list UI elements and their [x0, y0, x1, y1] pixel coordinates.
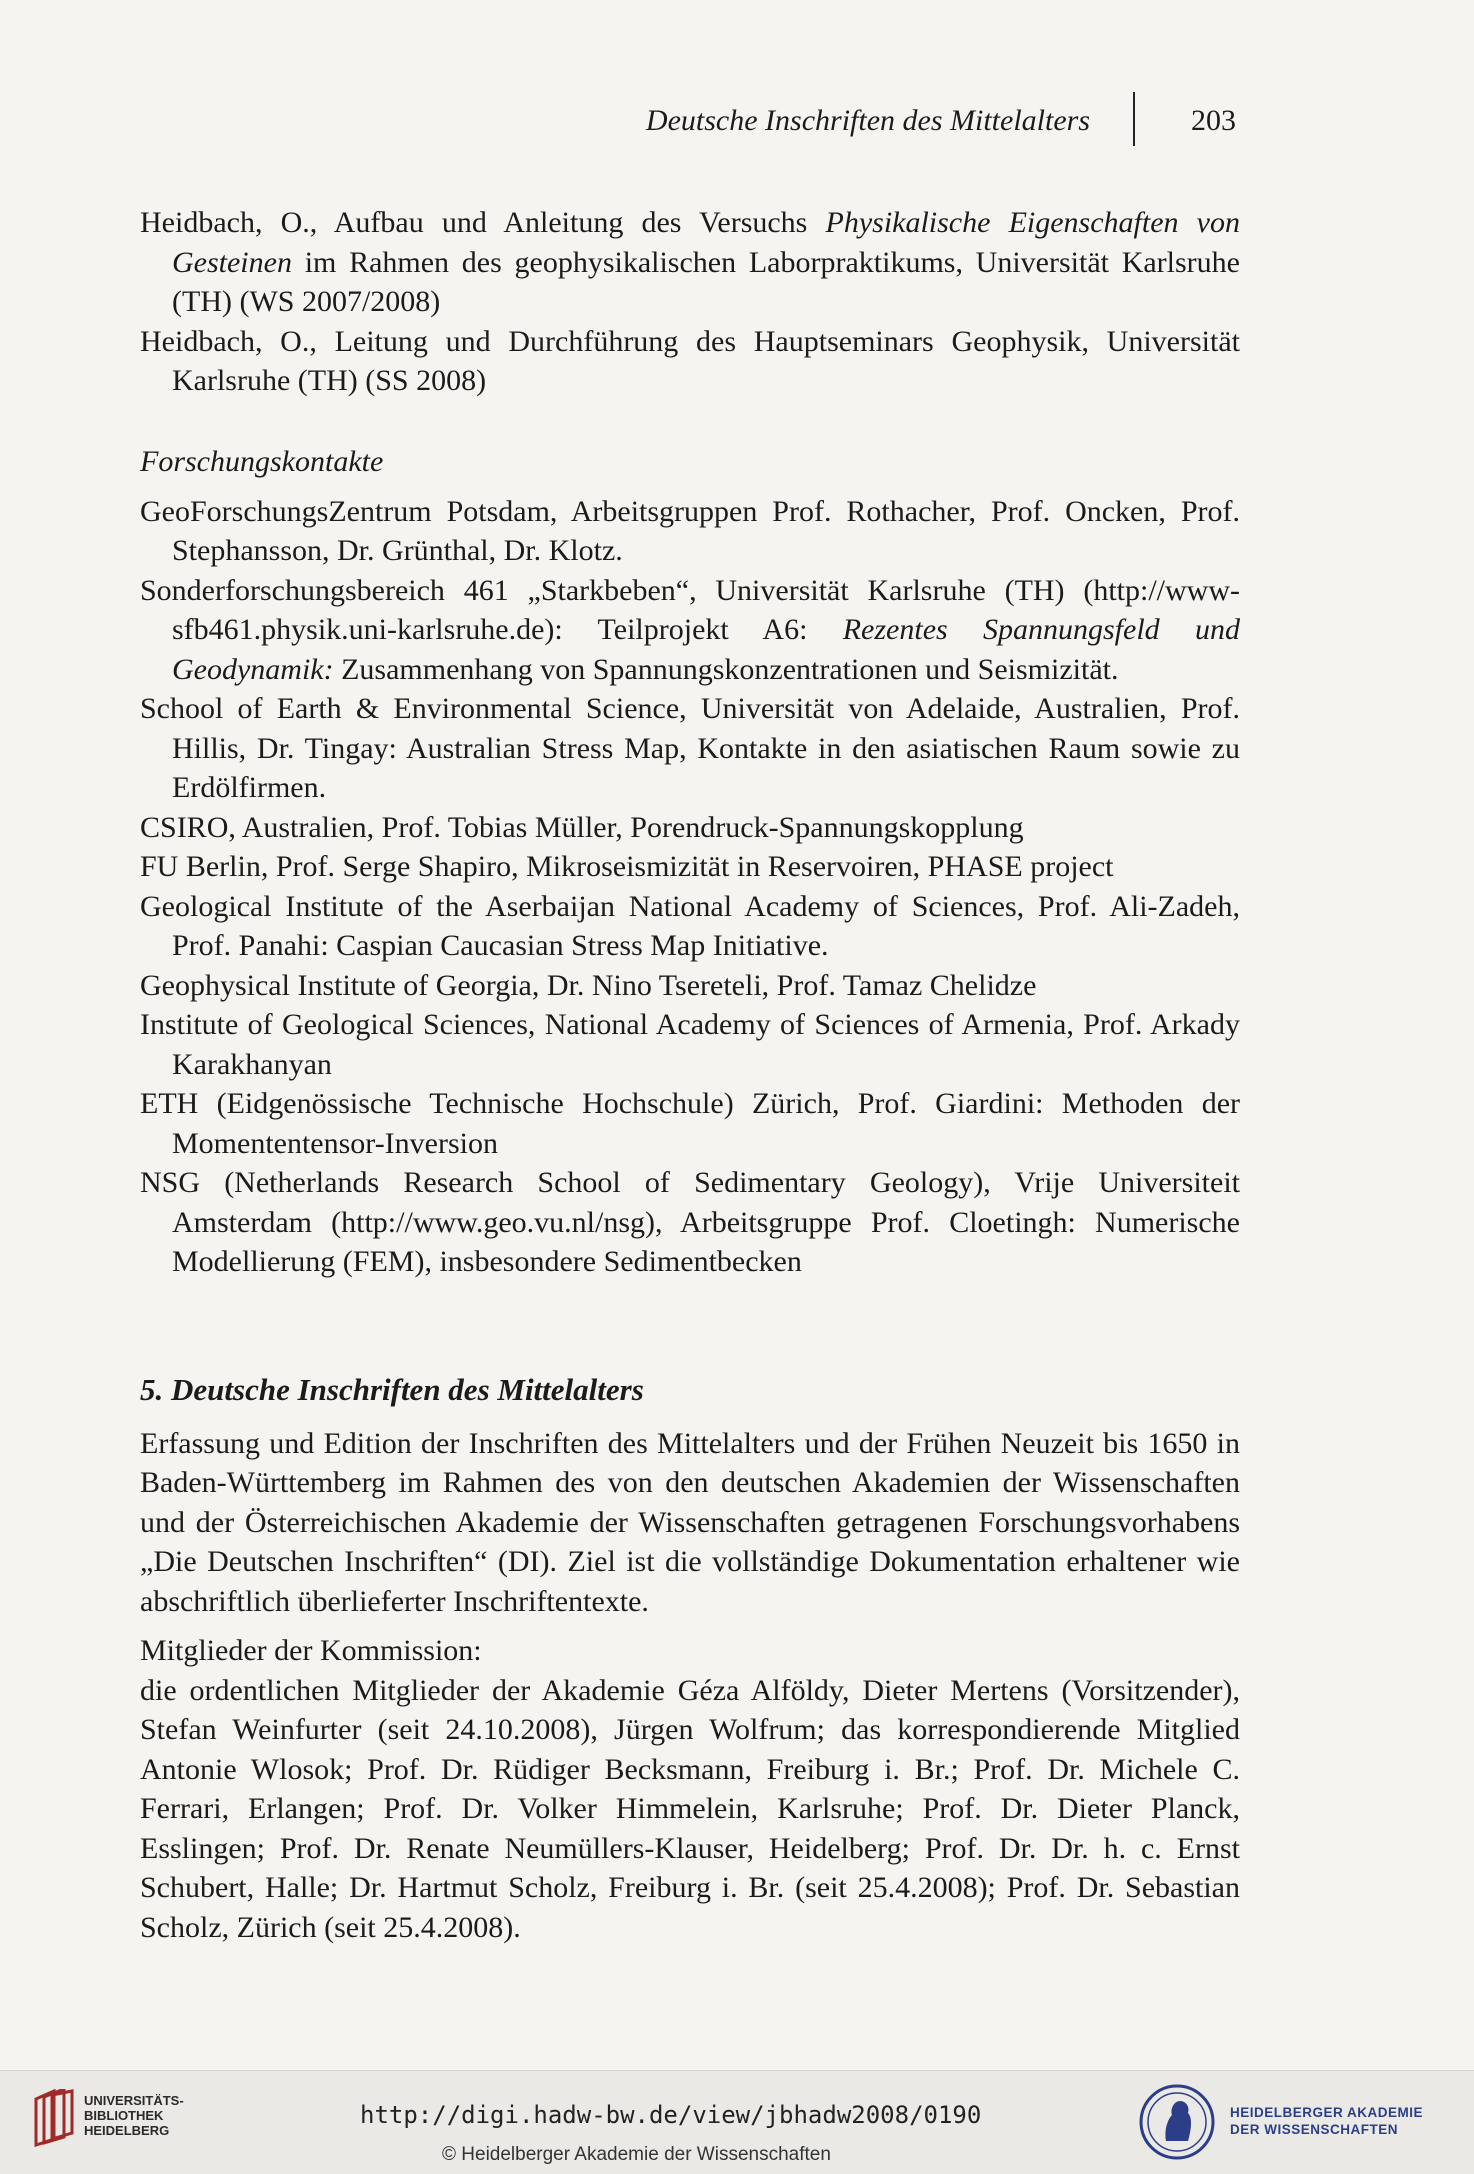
members-text: die ordentlichen Mitglieder der Akademie Géza Alföldy, Dieter Mertens (Vorsitzender), Stefan Weinfurter (seit 24.10.2008), Jürgen Wolfrum; das korrespondierende Mitglied Antonie Wlosok; Prof. Dr. Rüdiger Becksmann, Freiburg i. Br.; Prof. Dr. Michele C. Ferrari, Erlangen; Prof. Dr. Volker Himmelein, Karlsruhe; Prof. Dr. Dieter Planck, Esslingen; Prof. Dr. Renate Neumüllers-Klauser, Heidelberg; Prof. Dr. Dr. h. c. Ernst Schubert, Halle; Dr. Hartmut Scholz, Freiburg i. Br. (seit 25.4.2008); Prof. Dr. Sebastian Scholz, Zürich (seit 25.4.2008). [140, 1673, 1240, 1944]
contact-entry [140, 571, 1240, 690]
entry-text: Zusammenhang von Spannungskonzentrationen und Seismizität. [333, 652, 1119, 686]
contact-entry [140, 1005, 1240, 1084]
intro-entries [140, 203, 1240, 401]
members-label: Mitglieder der Kommission: [140, 1634, 482, 1667]
university-library-logo-icon [30, 2089, 78, 2147]
entry-text: im Rahmen des geophysikalischen Laborpraktikums, Universität Karlsruhe (TH) (WS 2007/2008) [172, 245, 1240, 318]
entry-text: CSIRO, Australien, Prof. Tobias Müller, Porendruck-Spannungskopplung [140, 810, 1024, 844]
contacts-heading: Forschungskontakte [140, 445, 384, 478]
entry-text: GeoForschungsZentrum Potsdam, Arbeitsgruppen Prof. Rothacher, Prof. Oncken, Prof. Stephansson, Dr. Grünthal, Dr. Klotz. [140, 494, 1240, 567]
page-number: 203 [1191, 104, 1236, 137]
entry-text: School of Earth & Environmental Science, Universität von Adelaide, Australien, Prof. Hillis, Dr. Tingay: Australian Stress Map, Kontakte in den asiatischen Raum sowie zu Erdölfirmen. [140, 692, 1240, 804]
italic-title: Rezentes Spannungsfeld und Geodynamik: [172, 613, 1240, 686]
academy-line: HEIDELBERGER AKADEMIE [1230, 2105, 1424, 2120]
contact-entry [140, 966, 1240, 1006]
contact-entry [140, 887, 1240, 966]
inscriptions-section [140, 1370, 1240, 1947]
contacts-list [140, 492, 1240, 1282]
contact-entry [140, 1163, 1240, 1282]
entry-text: Geophysical Institute of Georgia, Dr. Nino Tsereteli, Prof. Tamaz Chelidze [140, 968, 1037, 1002]
contact-entry [140, 1084, 1240, 1163]
footer-bar [0, 2070, 1474, 2174]
contact-entry [140, 492, 1240, 571]
bibliography-entry [140, 322, 1240, 401]
entry-text: Sonderforschungsbereich 461 „Starkbeben“, Universität Karlsruhe (TH) (http://www-sfb461.physik.uni-karlsruhe.de): Teilprojekt A6: [140, 573, 1240, 646]
entry-text: Geological Institute of the Aserbaijan National Academy of Sciences, Prof. Ali-Zadeh, Prof. Panahi: Caspian Caucasian Stress Map Initiative. [140, 889, 1240, 962]
bibliography-entry [140, 203, 1240, 322]
copyright-notice: © Heidelberger Akademie der Wissenschaften [442, 2144, 831, 2165]
entry-text: FU Berlin, Prof. Serge Shapiro, Mikroseismizität in Reservoiren, PHASE project [140, 850, 1114, 883]
section-heading: 5. Deutsche Inschriften des Mittelalters [140, 1372, 644, 1407]
entry-text: Heidbach, O., Leitung und Durchführung des Hauptseminars Geophysik, Universität Karlsruhe (TH) (SS 2008) [140, 324, 1240, 397]
library-line: HEIDELBERG [84, 2123, 170, 2138]
academy-name [1230, 2104, 1423, 2138]
library-line: BIBLIOTHEK [84, 2108, 164, 2123]
academy-line: DER WISSENSCHAFTEN [1230, 2122, 1399, 2137]
contact-entry [140, 689, 1240, 808]
contact-entry [140, 847, 1240, 887]
entry-text: Institute of Geological Sciences, National Academy of Sciences of Armenia, Prof. Arkady Karakhanyan [140, 1008, 1240, 1081]
university-library-name [84, 2093, 184, 2138]
entry-text: ETH (Eidgenössische Technische Hochschule) Zürich, Prof. Giardini: Methoden der Momententensor-Inversion [140, 1087, 1240, 1160]
entry-text: NSG (Netherlands Research School of Sedimentary Geology), Vrije Universiteit Amsterdam (http://www.geo.vu.nl/nsg), Arbeitsgruppe Prof. Cloetingh: Numerische Modellierung (FEM), insbesondere Sedimentbecken [140, 1166, 1240, 1278]
contacts-section [140, 442, 1240, 1282]
contact-entry [140, 808, 1240, 848]
italic-title: Physikalische Eigenschaften von Gesteinen [172, 206, 1240, 279]
running-head-divider [1133, 92, 1135, 146]
entry-text: Heidbach, O., Aufbau und Anleitung des Versuchs [140, 206, 826, 239]
permalink-url[interactable]: http://digi.hadw-bw.de/view/jbhadw2008/0190 [360, 2101, 982, 2129]
library-line: UNIVERSITÄTS- [84, 2093, 184, 2108]
section-paragraph: Erfassung und Edition der Inschriften des Mittelalters und der Frühen Neuzeit bis 1650 in Baden-Württemberg im Rahmen des von den deutschen Akademien der Wissenschaften und der Österreichischen Akademie der Wissenschaften getragenen Forschungsvorhabens „Die Deutschen Inschriften“ (DI). Ziel ist die vollständige Dokumentation erhaltener wie abschriftlich überlieferter Inschriftentexte. [140, 1426, 1240, 1618]
academy-seal-icon [1138, 2083, 1216, 2161]
running-head [600, 104, 1240, 144]
running-head-title: Deutsche Inschriften des Mittelalters [645, 104, 1090, 137]
